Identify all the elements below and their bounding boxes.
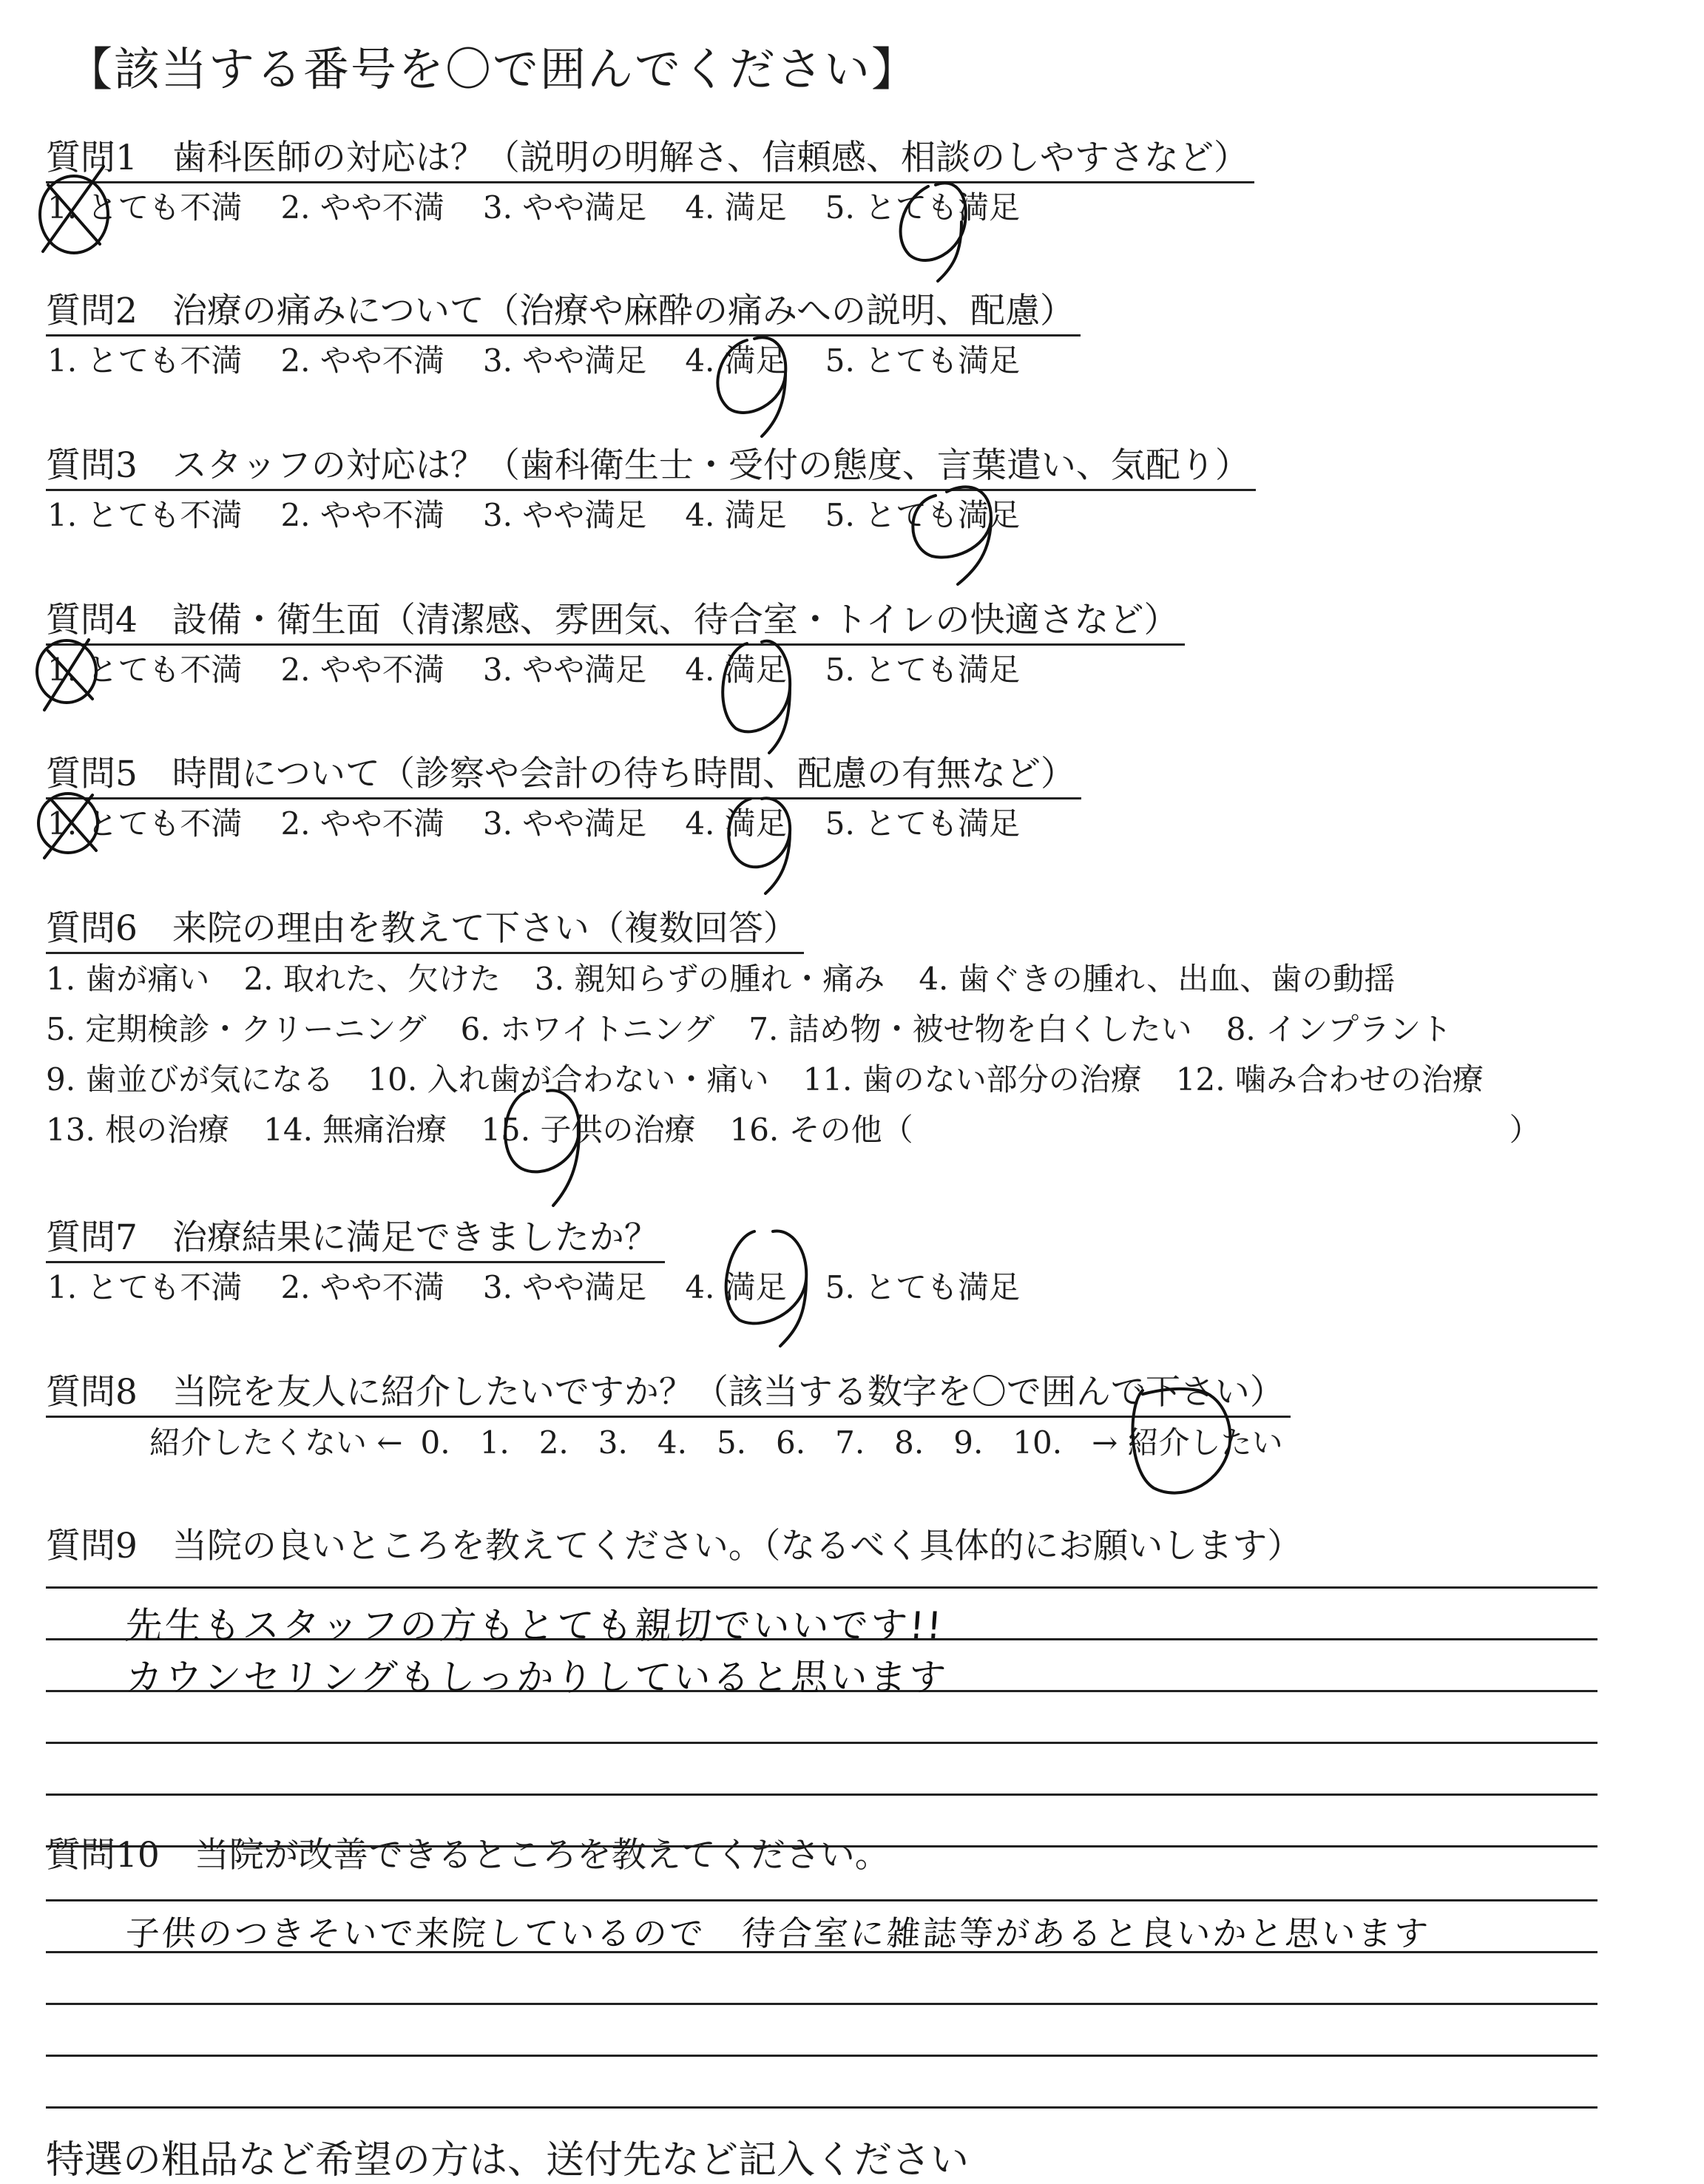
writing-line <box>46 2055 1598 2057</box>
option-2[interactable]: 2. やや不満 <box>280 497 444 533</box>
footer-note: 特選の粗品など希望の方は、送付先など記入ください <box>46 2138 970 2183</box>
question-9 <box>46 1524 1302 1569</box>
option-1[interactable]: 1. とても不満 <box>47 805 243 842</box>
option-3[interactable]: 3. やや満足 <box>482 497 647 533</box>
scale-8[interactable]: 8. <box>894 1424 924 1461</box>
scale-3[interactable]: 3. <box>598 1424 628 1461</box>
question-8 <box>46 1370 1301 1465</box>
option-7[interactable]: 7. 詰め物・被せ物を白くしたい <box>748 1011 1192 1047</box>
question-10-title: 質問10 当院が改善できるところを教えてください。 <box>46 1835 890 1876</box>
option-5[interactable]: 5. とても満足 <box>825 805 1021 842</box>
option-4[interactable]: 4. 満足 <box>685 342 787 379</box>
option-1[interactable]: 1. とても不満 <box>47 652 243 688</box>
question-7 <box>46 1215 1020 1309</box>
option-4[interactable]: 4. 歯ぐきの腫れ、出血、歯の動揺 <box>919 961 1396 997</box>
option-2[interactable]: 2. 取れた、欠けた <box>243 961 501 997</box>
option-3[interactable]: 3. やや満足 <box>482 805 647 842</box>
writing-line <box>46 2106 1598 2109</box>
question-6-line-2 <box>46 1004 1575 1055</box>
question-5-options <box>47 802 1081 845</box>
question-3 <box>46 443 1256 537</box>
option-2[interactable]: 2. やや不満 <box>280 189 444 226</box>
scale-4[interactable]: 4. <box>657 1424 687 1461</box>
option-5[interactable]: 5. とても満足 <box>825 652 1021 688</box>
question-4-options <box>47 649 1185 692</box>
question-4-title: 質問4 設備・衛生面（清潔感、雰囲気、待合室・トイレの快適さなど） <box>46 598 1185 646</box>
option-16[interactable]: 16. その他（ <box>729 1112 913 1148</box>
option-1[interactable]: 1. 歯が痛い <box>46 961 210 997</box>
option-13[interactable]: 13. 根の治療 <box>46 1112 230 1148</box>
question-10 <box>46 1833 890 1879</box>
option-14[interactable]: 14. 無痛治療 <box>263 1112 447 1148</box>
scale-7[interactable]: 7. <box>835 1424 865 1461</box>
writing-line <box>46 1793 1598 1796</box>
question-1-options <box>47 186 1254 229</box>
question-3-options <box>47 494 1256 537</box>
other-close-paren: ） <box>1509 1112 1541 1148</box>
question-4 <box>46 598 1185 692</box>
scale-1[interactable]: 1. <box>479 1424 510 1461</box>
option-2[interactable]: 2. やや不満 <box>280 1269 444 1305</box>
question-5-title: 質問5 時間について（診察や会計の待ち時間、配慮の有無など） <box>46 751 1081 799</box>
option-12[interactable]: 12. 噛み合わせの治療 <box>1175 1061 1484 1098</box>
question-2-title: 質問2 治療の痛みについて（治療や麻酔の痛みへの説明、配慮） <box>46 288 1081 337</box>
question-2-options <box>47 339 1081 382</box>
question-6-line-4 <box>46 1105 1575 1155</box>
option-5[interactable]: 5. 定期検診・クリーニング <box>46 1011 427 1047</box>
option-4[interactable]: 4. 満足 <box>685 805 787 842</box>
page-title: 【該当する番号を〇で囲んでください】 <box>67 42 919 96</box>
scale-10[interactable]: 10. <box>1012 1424 1063 1461</box>
scale-6[interactable]: 6. <box>776 1424 806 1461</box>
option-4[interactable]: 4. 満足 <box>685 1269 787 1305</box>
scale-left-label: 紹介したくない ← <box>149 1424 403 1461</box>
scale-0[interactable]: 0. <box>420 1424 450 1461</box>
question-6-line-1 <box>46 954 1575 1004</box>
option-5[interactable]: 5. とても満足 <box>825 497 1021 533</box>
scale-9[interactable]: 9. <box>953 1424 984 1461</box>
option-3[interactable]: 3. やや満足 <box>482 189 647 226</box>
handwritten-answer-9-line-1: 先生もスタッフの方もとても親切でいいです!! <box>124 1604 945 1647</box>
scale-right-label: → 紹介したい <box>1092 1424 1283 1461</box>
writing-line <box>46 2003 1598 2005</box>
option-3[interactable]: 3. やや満足 <box>482 1269 647 1305</box>
option-5[interactable]: 5. とても満足 <box>825 189 1021 226</box>
option-1[interactable]: 1. とても不満 <box>47 497 243 533</box>
handwritten-answer-10-line-1: 子供のつきそいで来院しているので 待合室に雑誌等があると良いかと思います <box>124 1913 1432 1953</box>
option-9[interactable]: 9. 歯並びが気になる <box>46 1061 334 1098</box>
question-5 <box>46 751 1081 845</box>
option-2[interactable]: 2. やや不満 <box>280 342 444 379</box>
question-8-title: 質問8 当院を友人に紹介したいですか？（該当する数字を〇で囲んで下さい） <box>46 1370 1291 1418</box>
question-6 <box>46 906 1575 1155</box>
handwritten-answer-9-line-2: カウンセリングもしっかりしていると思います <box>124 1656 950 1699</box>
option-11[interactable]: 11. 歯のない部分の治療 <box>802 1061 1142 1098</box>
question-7-title: 質問7 治療結果に満足できましたか？ <box>46 1215 665 1263</box>
option-4[interactable]: 4. 満足 <box>685 497 787 533</box>
question-1-title: 質問1 歯科医師の対応は？（説明の明解さ、信頼感、相談のしやすさなど） <box>46 135 1254 183</box>
option-3[interactable]: 3. 親知らずの腫れ・痛み <box>534 961 885 997</box>
question-9-title: 質問9 当院の良いところを教えてください。（なるべく具体的にお願いします） <box>46 1526 1302 1566</box>
question-6-title: 質問6 来院の理由を教えて下さい（複数回答） <box>46 906 804 954</box>
option-15[interactable]: 15. 子供の治療 <box>481 1112 696 1148</box>
option-1[interactable]: 1. とても不満 <box>47 342 243 379</box>
option-4[interactable]: 4. 満足 <box>685 189 787 226</box>
option-1[interactable]: 1. とても不満 <box>47 189 243 226</box>
option-5[interactable]: 5. とても満足 <box>825 1269 1021 1305</box>
option-2[interactable]: 2. やや不満 <box>280 805 444 842</box>
question-7-options <box>47 1266 1020 1309</box>
scale-2[interactable]: 2. <box>538 1424 569 1461</box>
writing-line <box>46 1586 1598 1589</box>
option-2[interactable]: 2. やや不満 <box>280 652 444 688</box>
question-3-title: 質問3 スタッフの対応は？（歯科衛生士・受付の態度、言葉遣い、気配り） <box>46 443 1256 491</box>
option-5[interactable]: 5. とても満足 <box>825 342 1021 379</box>
option-6[interactable]: 6. ホワイトニング <box>460 1011 715 1047</box>
option-8[interactable]: 8. インプラント <box>1225 1011 1453 1047</box>
option-3[interactable]: 3. やや満足 <box>482 652 647 688</box>
writing-line <box>46 1742 1598 1744</box>
scale-5[interactable]: 5. <box>716 1424 747 1461</box>
option-4[interactable]: 4. 満足 <box>685 652 787 688</box>
option-10[interactable]: 10. 入れ歯が合わない・痛い <box>368 1061 769 1098</box>
recommend-scale <box>149 1421 1301 1465</box>
question-2 <box>46 288 1081 382</box>
writing-line <box>46 1899 1598 1901</box>
question-1 <box>46 135 1254 229</box>
question-6-line-3 <box>46 1055 1575 1105</box>
option-3[interactable]: 3. やや満足 <box>482 342 647 379</box>
option-1[interactable]: 1. とても不満 <box>47 1269 243 1305</box>
